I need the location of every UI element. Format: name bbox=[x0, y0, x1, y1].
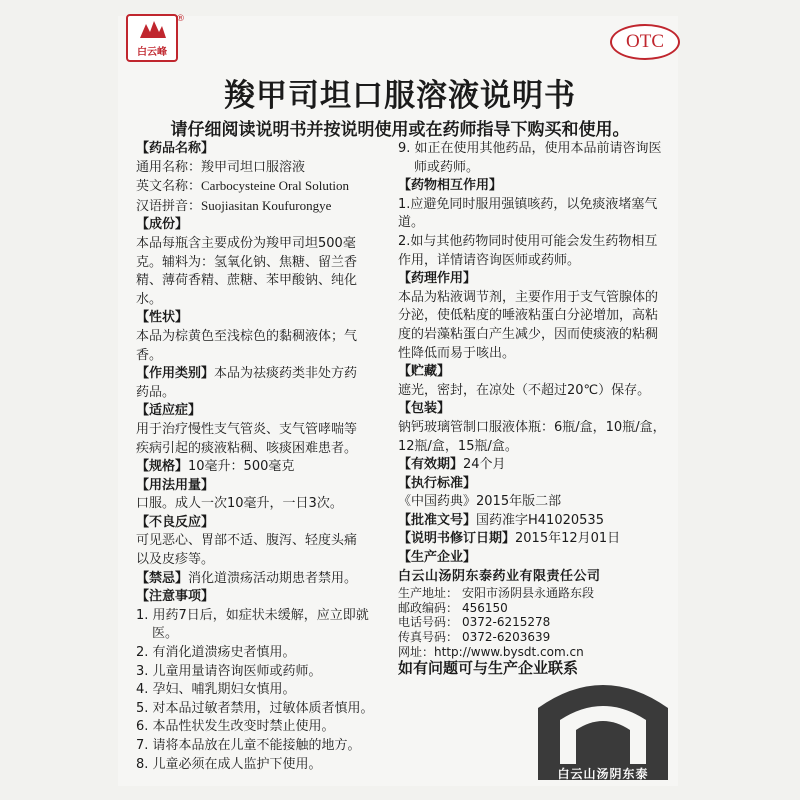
logo-box bbox=[126, 14, 178, 62]
address-label: 生产地址： bbox=[398, 586, 459, 601]
note-item: 6. 本品性状发生改变时禁止使用。 bbox=[136, 719, 335, 735]
adverse-line: 可见恶心、胃部不适、腹泻、轻度头痛 bbox=[136, 533, 358, 549]
contra-value: 消化道溃疡活动期患者禁用。 bbox=[188, 570, 358, 586]
note-item: 3. 儿童用量请咨询医师或药师。 bbox=[136, 663, 322, 679]
registered-mark: ® bbox=[176, 14, 185, 24]
english-name-value: Carbocysteine Oral Solution bbox=[201, 178, 350, 194]
section-header-interaction: 【药物相互作用】 bbox=[398, 178, 503, 194]
contra-line bbox=[136, 570, 388, 589]
section-header-adverse: 【不良反应】 bbox=[136, 514, 215, 530]
seal-emblem-icon bbox=[528, 668, 678, 780]
adverse-line: 以及皮疹等。 bbox=[136, 552, 215, 568]
postcode-value: 456150 bbox=[462, 600, 508, 615]
address-line bbox=[398, 586, 668, 601]
pinyin-label: 汉语拼音： bbox=[136, 198, 202, 214]
note-item: 2. 有消化道溃疡史者慎用。 bbox=[136, 645, 296, 661]
generic-name-line bbox=[136, 159, 388, 178]
interaction-item: 2.如与其他药物同时使用可能会发生药物相互作用，详情请咨询医师或药师。 bbox=[398, 233, 658, 268]
english-name-line bbox=[136, 177, 388, 197]
section-header-indication: 【适应症】 bbox=[136, 403, 202, 419]
fax-label: 传真号码： bbox=[398, 630, 459, 645]
ingredients-line: 水。 bbox=[136, 291, 163, 307]
company-name: 白云山汤阴东泰药业有限责任公司 bbox=[398, 568, 601, 584]
ingredients-line: 本品每瓶含主要成份为羧甲司坦500毫 bbox=[136, 235, 356, 251]
left-column bbox=[136, 140, 388, 774]
section-header-standard: 【执行标准】 bbox=[398, 475, 477, 491]
section-header-manufacturer: 【生产企业】 bbox=[398, 550, 477, 566]
revision-line bbox=[398, 530, 668, 549]
website-line bbox=[398, 645, 668, 660]
right-column bbox=[398, 140, 668, 678]
section-header-contra: 【禁忌】 bbox=[136, 570, 189, 586]
revision-value: 2015年12月01日 bbox=[515, 531, 621, 547]
pinyin-value: Suojiasitan Koufurongye bbox=[201, 197, 332, 213]
section-header-ingredients: 【成份】 bbox=[136, 217, 189, 233]
character-line: 本品为棕黄色至浅棕色的黏稠液体；气 bbox=[136, 328, 358, 344]
storage-text: 遮光，密封，在凉处（不超过20℃）保存。 bbox=[398, 382, 651, 398]
category-line-2: 药品。 bbox=[136, 384, 176, 400]
indication-line: 用于治疗慢性支气管炎、支气管哮喘等 bbox=[136, 421, 358, 437]
note-item: 9. 如正在使用其他药品，使用本品前请咨询医师或药师。 bbox=[398, 141, 662, 175]
phone-value: 0372-6215278 bbox=[462, 615, 551, 630]
postcode-label: 邮政编码： bbox=[398, 600, 459, 615]
logo-text: 白云峰 bbox=[137, 47, 167, 58]
website-label: 网址： bbox=[398, 644, 435, 659]
english-name-label: 英文名称： bbox=[136, 179, 202, 195]
ingredients-line: 精、薄荷香精、蔗糖、苯甲酸钠、纯化 bbox=[136, 273, 358, 289]
fax-line bbox=[398, 630, 668, 645]
spec-value: 10毫升：500毫克 bbox=[188, 459, 295, 475]
section-header-approval: 【批准文号】 bbox=[398, 512, 477, 528]
otc-badge: OTC bbox=[610, 24, 680, 60]
page-subtitle: 请仔细阅读说明书并按说明使用或在药师指导下购买和使用。 bbox=[170, 120, 630, 140]
package-text: 钠钙玻璃管制口服液体瓶：6瓶/盒，10瓶/盒，12瓶/盒，15瓶/盒。 bbox=[398, 419, 666, 454]
address-value: 安阳市汤阴县永通路东段 bbox=[462, 586, 595, 601]
section-header-spec: 【规格】 bbox=[136, 459, 189, 475]
indication-line: 疾病引起的痰液粘稠、咳痰困难患者。 bbox=[136, 440, 358, 456]
note-item: 8. 儿童必须在成人监护下使用。 bbox=[136, 756, 322, 772]
phone-line bbox=[398, 615, 668, 630]
approval-line bbox=[398, 512, 668, 531]
section-header-revision: 【说明书修订日期】 bbox=[398, 531, 516, 547]
section-header-drug-name: 【药品名称】 bbox=[136, 141, 215, 156]
website-value: http://www.bysdt.com.cn bbox=[434, 644, 584, 659]
note-item: 5. 对本品过敏者禁用，过敏体质者慎用。 bbox=[136, 700, 374, 716]
category-value: 本品为祛痰药类非处方药 bbox=[214, 366, 358, 382]
closing-note: 如有问题可与生产企业联系 bbox=[398, 659, 579, 678]
standard-value: 《中国药典》2015年版二部 bbox=[398, 494, 562, 510]
company-seal bbox=[528, 668, 678, 780]
section-header-character: 【性状】 bbox=[136, 310, 189, 326]
section-header-pharmacology: 【药理作用】 bbox=[398, 271, 477, 287]
fax-value: 0372-6203639 bbox=[462, 630, 551, 645]
section-header-usage: 【用法用量】 bbox=[136, 477, 215, 493]
section-header-package: 【包装】 bbox=[398, 401, 451, 417]
validity-value: 24个月 bbox=[463, 457, 506, 473]
category-line bbox=[136, 365, 388, 384]
page-title: 羧甲司坦口服溶液说明书 bbox=[224, 78, 576, 114]
note-item: 4. 孕妇、哺乳期妇女慎用。 bbox=[136, 682, 296, 698]
section-header-storage: 【贮藏】 bbox=[398, 364, 451, 380]
logo-mark-icon bbox=[138, 18, 168, 40]
seal-text: 白云山汤阴东泰 bbox=[557, 767, 649, 781]
spec-line bbox=[136, 458, 388, 477]
ingredients-line: 克。辅料为：氢氧化钠、焦糖、留兰香 bbox=[136, 254, 358, 270]
brand-logo bbox=[126, 14, 185, 60]
usage-value: 口服。成人一次10毫升，一日3次。 bbox=[136, 496, 343, 512]
pinyin-line bbox=[136, 197, 388, 217]
generic-name-value: 羧甲司坦口服溶液 bbox=[201, 159, 306, 175]
validity-line bbox=[398, 456, 668, 475]
section-header-category: 【作用类别】 bbox=[136, 366, 215, 382]
contact-block bbox=[398, 586, 668, 659]
section-header-validity: 【有效期】 bbox=[398, 457, 464, 473]
note-item: 7. 请将本品放在儿童不能接触的地方。 bbox=[136, 738, 361, 753]
interaction-item: 1.应避免同时服用强镇咳药，以免痰液堵塞气道。 bbox=[398, 196, 658, 231]
postcode-line bbox=[398, 601, 668, 616]
approval-value: 国药准字H41020535 bbox=[476, 512, 604, 528]
phone-label: 电话号码： bbox=[398, 615, 459, 630]
generic-name-label: 通用名称： bbox=[136, 159, 202, 175]
note-item: 1. 用药7日后，如症状未缓解，应立即就医。 bbox=[136, 607, 369, 642]
pharmacology-text: 本品为粘液调节剂，主要作用于支气管腺体的分泌，使低粘度的唾液粘蛋白分泌增加，高粘度的岩藻粘蛋白产生减少，因而使痰液的粘稠性降低而易于咳出。 bbox=[398, 289, 659, 361]
section-header-notes: 【注意事项】 bbox=[136, 589, 215, 605]
character-line: 香。 bbox=[136, 347, 163, 363]
